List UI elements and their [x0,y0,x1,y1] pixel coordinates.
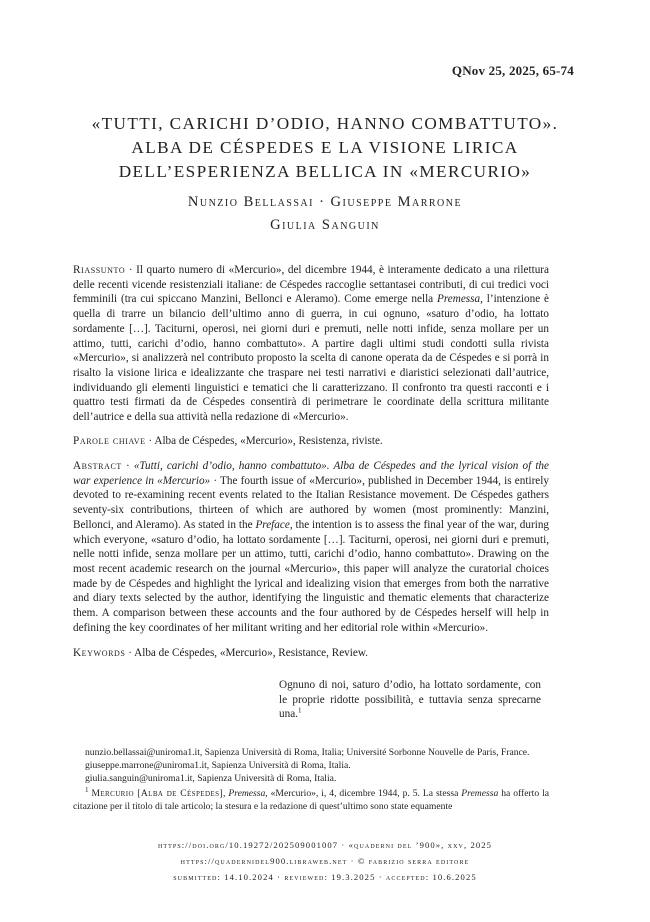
epigraph [279,678,541,722]
keywords [73,646,549,661]
article-title [40,112,610,184]
title-line-1: «TUTTI, CARICHI D’ODIO, HANNO COMBATTUTO». [91,114,559,133]
riassunto-paragraph [73,263,549,425]
abstract-sep: · [121,460,134,472]
footer-publisher-line: https://quadernidel900.libraweb.net · © fabrizio serra editore [180,856,470,866]
epigraph-text: Ognuno di noi, saturo d’odio, ha lottato sordamente, con le proprie ridotte possibilità, e tuttavia senza sprecarne una. [279,679,541,721]
authors-line-2: Giulia Sanguin [270,217,380,233]
footnote-1 [73,787,549,813]
footnotes [73,746,549,813]
footnote-1-sep: , [222,788,229,799]
author-contact-3: giulia.sanguin@uniroma1.it, Sapienza Università di Roma, Italia. [85,773,337,784]
riassunto-text-a: · Il quarto numero di «Mercurio», del dicembre 1944, è interamente dedicato a una rilettura delle recenti vicende resistenziali italiane: de Céspedes raccoglie settantasei contributi, di cui tredici voci femminili (tra cui spiccano Manzini, Bellonci e Aleramo). Come emerge nella [73,264,549,306]
parole-chiave-label: Parole chiave [73,435,146,447]
authors-line-1: Nunzio Bellassai · Giuseppe Marrone [187,194,463,210]
parole-chiave-text: · Alba de Céspedes, «Mercurio», Resistenza, riviste. [145,435,383,447]
keywords-label: Keywords [73,647,126,659]
epigraph-note-mark: 1 [297,706,302,715]
author-contact-2: giuseppe.marrone@uniroma1.it, Sapienza Università di Roma, Italia. [85,760,351,771]
abstract-italic: Preface [255,518,290,531]
footer-doi-line: https://doi.org/10.19272/202509001007 · «quaderni del ’900», xxv, 2025 [157,840,493,850]
parole-chiave [73,434,549,449]
keywords-text: · Alba de Céspedes, «Mercurio», Resistance, Review. [125,647,368,659]
footnote-1-text-b: ha offerto la citazione per il titolo di tale articolo; la stesura e la redazione di quest’ultimo sono state equamente [73,788,550,812]
footer-dates-line: submitted: 14.10.2024 · reviewed: 19.3.2025 · accepted: 10.6.2025 [173,872,477,882]
author-contact-1: nunzio.bellassai@uniroma1.it, Sapienza Università di Roma, Italia; Université Sorbonne Nouvelle de Paris, France. [85,747,530,758]
title-line-3: DELL’ESPERIENZA BELLICA IN «MERCURIO» [118,162,532,181]
abstract-text-b: , the intention is to assess the final year of the war, during which everyone, «saturo d’odio, ha lottato sordamente […]. Taciturni, operosi, nei giorni duri e premuti, nelle notti infide, senza mollare per un attimo, tutti, carichi d’odio, hanno combattuto». Drawing on the most recent academic research on the journal «Mercurio», this paper will analyze the curatorial choices made by de Céspedes and highlight the lyrical and idealizing vision that emerges from both the narrative and diary texts selected by the author, identifying the linguistic and thematic elements that characterize them. A comparison between these accounts and the four authored by de Céspedes herself will help in defining the key coordinates of her militant writing and her editorial role within «Mercurio». [73,518,550,634]
title-line-2: ALBA DE CÉSPEDES E LA VISIONE LIRICA [131,138,519,157]
footnote-1-mark: 1 [85,785,89,794]
riassunto-label: Riassunto [73,264,126,276]
authors [40,191,610,237]
abstract-paragraph [73,459,549,635]
journal-reference: QNov 25, 2025, 65-74 [451,63,574,78]
abstract-text-a: · The fourth issue of «Mercurio», published in December 1944, is entirely devoted to re-examining recent events related to the Italian Resistance movement. De Céspedes gathers seventy-six contributions, thirteen of which are authored by women (most prominently: Manzini, Bellonci, and Aleramo). As stated in the [73,474,549,531]
footnote-1-author: Mercurio [Alba de Céspedes] [91,788,223,799]
riassunto-italic: Premessa [437,293,481,306]
footnote-1-text-a: , «Mercurio», i, 4, dicembre 1944, p. 5. La stessa [265,788,462,799]
abstract-title: «Tutti, carichi d’odio, hanno combattuto». Alba de Céspedes and the lyrical vision of the war experience in «Mercurio» [73,460,549,487]
abstract-label: Abstract [73,460,122,472]
riassunto-text-b: , l’intenzione è quella di trarre un bilancio dell’ultimo anno di guerra, in cui ognuno, «saturo d’odio, ha lottato sordamente […]. Taciturni, operosi, nei giorni duri e premuti, nelle notti infide, senza mollare per un attimo, tutti, carichi d’odio, hanno combattuto». A partire dagli ultimi studi condotti sulla rivista «Mercurio», si analizzerà nel contributo proposto la scelta di canone operata da de Céspedes e si porrà in risalto la visione lirica e idealizzante che traspare nei testi narrativi e diaristici selezionati dall’autrice, individuando gli elementi linguistici e tematici che li caratterizzano. Il confronto tra questi racconti e i quattro testi firmati da de Céspedes consentirà di perimetrare le coordinate della scrittura militante dell’autrice e della sua attività nella redazione di «Mercurio». [73,293,549,424]
footnote-1-title-2: Premessa [461,788,499,799]
footnote-1-title: Premessa [228,788,266,799]
